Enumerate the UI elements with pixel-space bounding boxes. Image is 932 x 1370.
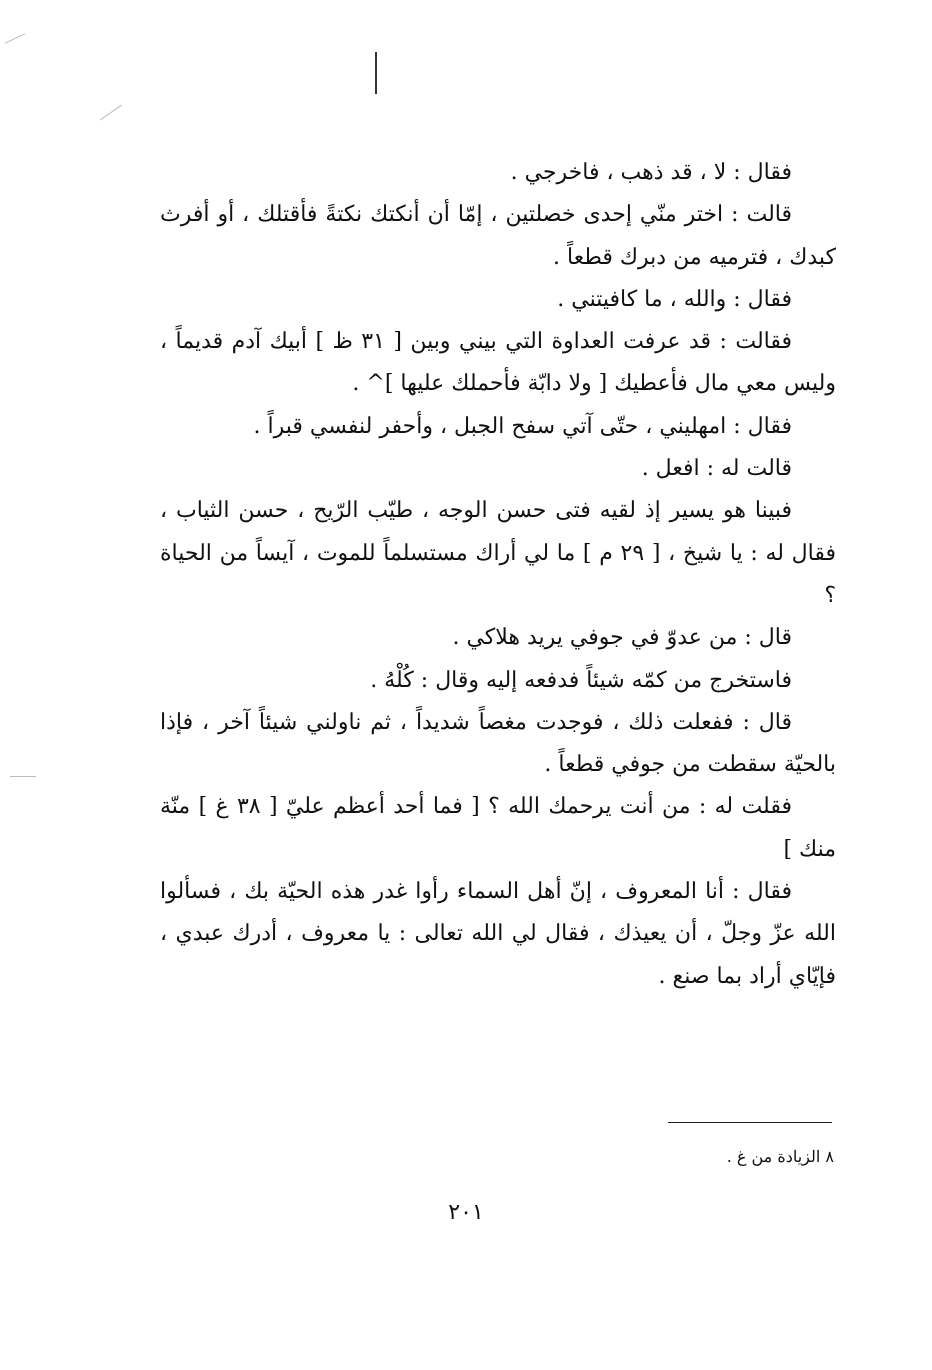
paragraph: فقالت : قد عرفت العداوة التي بيني وبين [ ٣١ ظ ] أبيك آدم قديماً ، وليس معي مال فأعطيك [ ولا دابّة فأحملك عليها ]^ . [160, 329, 836, 397]
paragraph: قالت : اختر منّي إحدى خصلتين ، إمّا أن أنكتك نكتةً فأقتلك ، أو أفرث كبدك ، فترميه من دبرك قطعاً . [160, 202, 836, 270]
paragraph: فقال : امهليني ، حتّى آتي سفح الجبل ، وأحفر لنفسي قبراً . [253, 413, 792, 439]
paragraph: قال : ففعلت ذلك ، فوجدت مغصاً شديداً ، ثم ناولني شيئاً آخر ، فإذا بالحيّة سقطت من جوفي قطعاً . [160, 709, 836, 778]
main-text [160, 152, 836, 998]
page-number: ٢٠١ [448, 1200, 484, 1225]
paragraph: فقال : والله ، ما كافيتني . [557, 286, 792, 312]
footnote-separator [668, 1122, 832, 1123]
paragraph: فاستخرج من كمّه شيئاً فدفعه إليه وقال : كُلْهُ . [370, 667, 792, 693]
top-margin-mark [375, 52, 377, 94]
paragraph: قال : من عدوّ في جوفي يريد هلاكي . [452, 625, 792, 651]
footnote: ٨ الزيادة من غ . [726, 1147, 834, 1166]
paragraph: فقال : أنا المعروف ، إنّ أهل السماء رأوا غدر هذه الحيّة بك ، فسألوا الله عزّ وجلّ ، أن يعيذك ، فقال لي الله تعالى : يا معروف ، أدرك عبدي ، فإيّاي أراد بما صنع . [160, 879, 836, 989]
paragraph: فقال : لا ، قد ذهب ، فاخرجي . [510, 160, 792, 185]
scan-speck [10, 776, 36, 777]
paragraph: فبينا هو يسير إذ لقيه فتى حسن الوجه ، طيّب الرّيح ، حسن الثياب ، فقال له : يا شيخ ، [ ٢٩ م ] ما لي أراك مستسلماً للموت ، آيساً من الحياة ؟ [160, 498, 836, 608]
paragraph: قالت له : افعل . [641, 456, 792, 482]
scan-speck [100, 105, 122, 121]
scan-speck [5, 33, 25, 43]
paragraph: فقلت له : من أنت يرحمك الله ؟ [ فما أحد أعظم عليّ [ ٣٨ غ ] منّة منك ] [160, 794, 836, 862]
